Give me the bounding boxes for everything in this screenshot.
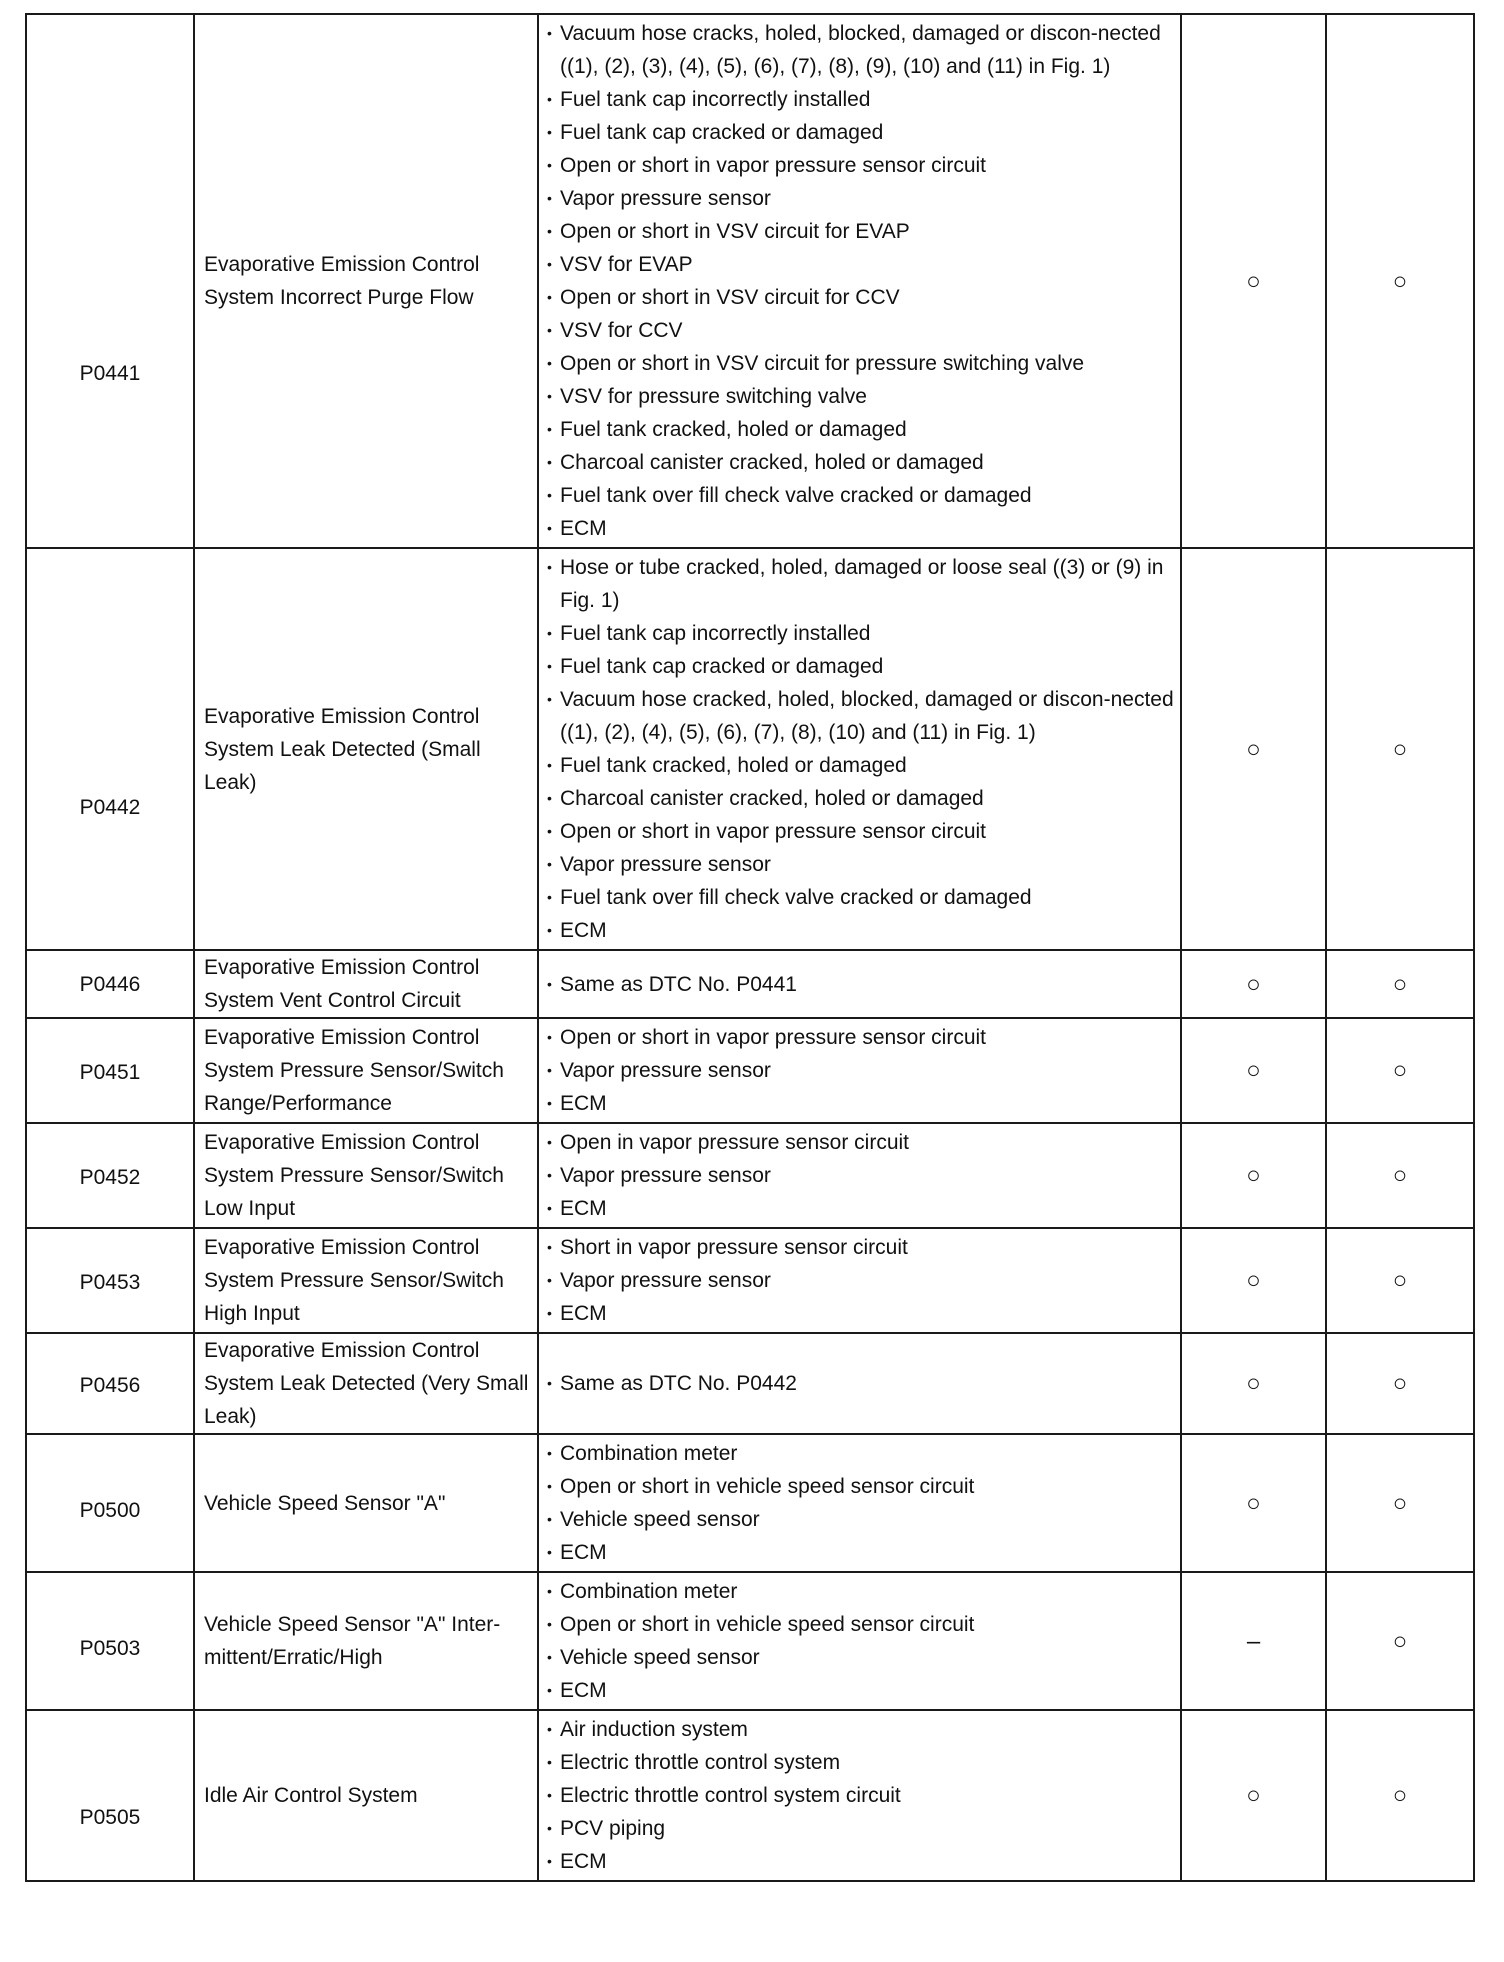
trouble-area-item xyxy=(547,446,1176,479)
trouble-area-text: Vapor pressure sensor xyxy=(560,853,771,876)
dtc-detection-item: Vehicle Speed Sensor "A" xyxy=(194,1434,538,1572)
trouble-area-item xyxy=(547,116,1176,149)
bullet-icon: • xyxy=(547,1239,552,1255)
memory-mark: ○ xyxy=(1326,1123,1474,1228)
dtc-detection-item: Evaporative Emission Control System Incorrect Purge Flow xyxy=(194,14,538,548)
trouble-area-text: Short in vapor pressure sensor circuit xyxy=(560,1236,908,1259)
mil-mark: ○ xyxy=(1181,1434,1326,1572)
table-row xyxy=(26,548,1474,950)
dtc-code-cell xyxy=(26,1710,194,1881)
dtc-code-cell xyxy=(26,548,194,950)
trouble-area-item xyxy=(547,782,1176,815)
dtc-detection-item: Evaporative Emission Control System Leak Detected (Small Leak) xyxy=(194,548,538,950)
trouble-area-item xyxy=(547,1126,1176,1159)
trouble-area-text: Same as DTC No. P0442 xyxy=(560,1372,797,1395)
trouble-area-item xyxy=(547,1812,1176,1845)
trouble-area-text: Fuel tank cracked, holed or damaged xyxy=(560,754,907,777)
memory-mark: ○ xyxy=(1326,1572,1474,1710)
trouble-area-item xyxy=(547,1231,1176,1264)
trouble-area-text: Vacuum hose cracked, holed, blocked, damaged or discon-nected ((1), (2), (4), (5), (6), (7), (8), (10) and (11) in Fig. 1) xyxy=(560,688,1174,744)
bullet-icon: • xyxy=(547,757,552,773)
memory-mark: ○ xyxy=(1326,950,1474,1018)
bullet-icon: • xyxy=(547,1544,552,1560)
bullet-icon: • xyxy=(547,1649,552,1665)
bullet-icon: • xyxy=(547,1272,552,1288)
trouble-area-text: VSV for pressure switching valve xyxy=(560,385,867,408)
dtc-code: P0500 xyxy=(79,1499,141,1522)
dtc-code: P0452 xyxy=(79,1166,141,1189)
bullet-icon: • xyxy=(547,355,552,371)
dtc-code-cell xyxy=(26,1572,194,1710)
memory-mark: ○ xyxy=(1326,1434,1474,1572)
memory-mark: ○ xyxy=(1326,1710,1474,1881)
trouble-area-item xyxy=(547,1746,1176,1779)
trouble-area-text: Fuel tank over fill check valve cracked or damaged xyxy=(560,484,1032,507)
bullet-icon: • xyxy=(547,124,552,140)
trouble-area-text: VSV for CCV xyxy=(560,319,683,342)
trouble-area-item xyxy=(547,1297,1176,1330)
bullet-icon: • xyxy=(547,25,552,41)
mil-mark: ○ xyxy=(1181,1123,1326,1228)
trouble-area-text: Open or short in vapor pressure sensor circuit xyxy=(560,1026,987,1049)
trouble-area-item xyxy=(547,1192,1176,1225)
bullet-icon: • xyxy=(547,1167,552,1183)
table-row xyxy=(26,1333,1474,1434)
mil-mark: – xyxy=(1181,1572,1326,1710)
table-row xyxy=(26,1572,1474,1710)
table-row xyxy=(26,1710,1474,1881)
dtc-detection-item: Idle Air Control System xyxy=(194,1710,538,1881)
trouble-area-item xyxy=(547,617,1176,650)
trouble-area-item xyxy=(547,968,1176,1001)
dtc-code-cell xyxy=(26,1333,194,1434)
bullet-icon: • xyxy=(547,1754,552,1770)
trouble-area-item xyxy=(547,551,1176,617)
dtc-table xyxy=(25,13,1475,1882)
trouble-area-text: ECM xyxy=(560,1679,607,1702)
trouble-area-item xyxy=(547,215,1176,248)
dtc-code: P0505 xyxy=(79,1805,141,1829)
bullet-icon: • xyxy=(547,256,552,272)
trouble-area-text: ECM xyxy=(560,1302,607,1325)
trouble-area-item xyxy=(547,1674,1176,1707)
trouble-area-item xyxy=(547,314,1176,347)
trouble-area-item xyxy=(547,650,1176,683)
trouble-area-text: ECM xyxy=(560,1850,607,1873)
trouble-area-item xyxy=(547,347,1176,380)
dtc-detection-item: Vehicle Speed Sensor "A" Inter-mittent/Erratic/High xyxy=(194,1572,538,1710)
bullet-icon: • xyxy=(547,922,552,938)
trouble-area-item xyxy=(547,1641,1176,1674)
dtc-code: P0453 xyxy=(79,1271,141,1294)
trouble-area-text: Open or short in VSV circuit for pressure switching valve xyxy=(560,352,1085,375)
trouble-area-item xyxy=(547,1575,1176,1608)
bullet-icon: • xyxy=(547,223,552,239)
mil-mark: ○ xyxy=(1181,14,1326,548)
trouble-area-text: Charcoal canister cracked, holed or damaged xyxy=(560,787,984,810)
bullet-icon: • xyxy=(547,1787,552,1803)
dtc-code-cell xyxy=(26,950,194,1018)
trouble-area-item xyxy=(547,1503,1176,1536)
trouble-area-text: Fuel tank cap cracked or damaged xyxy=(560,655,884,678)
dtc-detection-item: Evaporative Emission Control System Pressure Sensor/Switch Low Input xyxy=(194,1123,538,1228)
trouble-area-item xyxy=(547,1437,1176,1470)
dtc-code-cell xyxy=(26,14,194,548)
trouble-area-text: Vehicle speed sensor xyxy=(560,1508,760,1531)
trouble-area-item xyxy=(547,1536,1176,1569)
trouble-area-list xyxy=(538,14,1181,548)
trouble-area-text: Open in vapor pressure sensor circuit xyxy=(560,1131,909,1154)
table-row xyxy=(26,1018,1474,1123)
table-row xyxy=(26,1228,1474,1333)
bullet-icon: • xyxy=(547,487,552,503)
trouble-area-list xyxy=(538,1710,1181,1881)
table-row xyxy=(26,950,1474,1018)
bullet-icon: • xyxy=(547,1583,552,1599)
bullet-icon: • xyxy=(547,889,552,905)
trouble-area-text: Charcoal canister cracked, holed or damaged xyxy=(560,451,984,474)
bullet-icon: • xyxy=(547,625,552,641)
trouble-area-item xyxy=(547,248,1176,281)
dtc-code: P0446 xyxy=(79,972,141,996)
dtc-code-cell xyxy=(26,1018,194,1123)
trouble-area-item xyxy=(547,83,1176,116)
bullet-icon: • xyxy=(547,1375,552,1391)
trouble-area-item xyxy=(547,914,1176,947)
trouble-area-list xyxy=(538,1228,1181,1333)
trouble-area-item xyxy=(547,380,1176,413)
trouble-area-item xyxy=(547,1470,1176,1503)
dtc-code: P0456 xyxy=(79,1374,141,1397)
mil-mark: ○ xyxy=(1181,1018,1326,1123)
trouble-area-text: ECM xyxy=(560,1092,607,1115)
bullet-icon: • xyxy=(547,289,552,305)
dtc-detection-item: Evaporative Emission Control System Leak Detected (Very Small Leak) xyxy=(194,1333,538,1434)
dtc-detection-item: Evaporative Emission Control System Vent Control Circuit xyxy=(194,950,538,1018)
trouble-area-text: Hose or tube cracked, holed, damaged or loose seal ((3) or (9) in Fig. 1) xyxy=(560,556,1164,612)
trouble-area-text: Vapor pressure sensor xyxy=(560,1269,771,1292)
bullet-icon: • xyxy=(547,1029,552,1045)
trouble-area-text: Combination meter xyxy=(560,1580,738,1603)
trouble-area-text: Open or short in VSV circuit for EVAP xyxy=(560,220,910,243)
bullet-icon: • xyxy=(547,1616,552,1632)
trouble-area-item xyxy=(547,17,1176,83)
mil-mark: ○ xyxy=(1181,1710,1326,1881)
trouble-area-text: Fuel tank cap incorrectly installed xyxy=(560,88,871,111)
table-row xyxy=(26,1123,1474,1228)
trouble-area-text: Electric throttle control system circuit xyxy=(560,1784,901,1807)
trouble-area-list xyxy=(538,1572,1181,1710)
trouble-area-item xyxy=(547,1021,1176,1054)
dtc-code: P0503 xyxy=(79,1637,141,1660)
trouble-area-text: Fuel tank cracked, holed or damaged xyxy=(560,418,907,441)
trouble-area-text: PCV piping xyxy=(560,1817,666,1840)
bullet-icon: • xyxy=(547,658,552,674)
mil-mark: ○ xyxy=(1181,548,1326,950)
trouble-area-list xyxy=(538,548,1181,950)
trouble-area-item xyxy=(547,881,1176,914)
bullet-icon: • xyxy=(547,790,552,806)
trouble-area-item xyxy=(547,512,1176,545)
trouble-area-item xyxy=(547,1845,1176,1878)
trouble-area-text: Vehicle speed sensor xyxy=(560,1646,760,1669)
memory-mark: ○ xyxy=(1326,1333,1474,1434)
bullet-icon: • xyxy=(547,1062,552,1078)
trouble-area-list xyxy=(538,950,1181,1018)
bullet-icon: • xyxy=(547,388,552,404)
trouble-area-text: Vapor pressure sensor xyxy=(560,187,771,210)
trouble-area-item xyxy=(547,815,1176,848)
bullet-icon: • xyxy=(547,454,552,470)
bullet-icon: • xyxy=(547,1682,552,1698)
mil-mark: ○ xyxy=(1181,1228,1326,1333)
trouble-area-list xyxy=(538,1018,1181,1123)
trouble-area-text: ECM xyxy=(560,1541,607,1564)
trouble-area-text: Electric throttle control system xyxy=(560,1751,841,1774)
trouble-area-item xyxy=(547,149,1176,182)
dtc-code: P0442 xyxy=(79,796,141,819)
trouble-area-text: ECM xyxy=(560,919,607,942)
trouble-area-text: ECM xyxy=(560,1197,607,1220)
bullet-icon: • xyxy=(547,190,552,206)
bullet-icon: • xyxy=(547,1305,552,1321)
bullet-icon: • xyxy=(547,823,552,839)
trouble-area-item xyxy=(547,1608,1176,1641)
trouble-area-text: Open or short in vapor pressure sensor circuit xyxy=(560,820,987,843)
trouble-area-item xyxy=(547,281,1176,314)
bullet-icon: • xyxy=(547,322,552,338)
trouble-area-item xyxy=(547,1367,1176,1400)
bullet-icon: • xyxy=(547,1095,552,1111)
trouble-area-text: Fuel tank over fill check valve cracked or damaged xyxy=(560,886,1032,909)
memory-mark: ○ xyxy=(1326,548,1474,950)
trouble-area-item xyxy=(547,413,1176,446)
dtc-code-cell xyxy=(26,1434,194,1572)
memory-mark: ○ xyxy=(1326,1228,1474,1333)
bullet-icon: • xyxy=(547,559,552,575)
dtc-code: P0451 xyxy=(79,1061,141,1084)
trouble-area-item xyxy=(547,1779,1176,1812)
bullet-icon: • xyxy=(547,1853,552,1869)
bullet-icon: • xyxy=(547,975,552,992)
trouble-area-item xyxy=(547,848,1176,881)
bullet-icon: • xyxy=(547,691,552,707)
trouble-area-item xyxy=(547,1054,1176,1087)
memory-mark: ○ xyxy=(1326,14,1474,548)
trouble-area-item xyxy=(547,749,1176,782)
trouble-area-text: Combination meter xyxy=(560,1442,738,1465)
bullet-icon: • xyxy=(547,1478,552,1494)
trouble-area-text: Vacuum hose cracks, holed, blocked, damaged or discon-nected ((1), (2), (3), (4), (5), (6), (7), (8), (9), (10) and (11) in Fig. 1) xyxy=(560,22,1161,78)
trouble-area-text: Vapor pressure sensor xyxy=(560,1164,771,1187)
table-row xyxy=(26,1434,1474,1572)
bullet-icon: • xyxy=(547,157,552,173)
bullet-icon: • xyxy=(547,1134,552,1150)
trouble-area-item xyxy=(547,1159,1176,1192)
dtc-table-body xyxy=(26,14,1474,1881)
trouble-area-item xyxy=(547,1713,1176,1746)
dtc-code: P0441 xyxy=(79,362,141,385)
trouble-area-text: Fuel tank cap incorrectly installed xyxy=(560,622,871,645)
dtc-code-cell xyxy=(26,1123,194,1228)
bullet-icon: • xyxy=(547,421,552,437)
bullet-icon: • xyxy=(547,1445,552,1461)
trouble-area-list xyxy=(538,1333,1181,1434)
trouble-area-item xyxy=(547,1264,1176,1297)
trouble-area-text: Air induction system xyxy=(560,1718,748,1741)
bullet-icon: • xyxy=(547,1511,552,1527)
trouble-area-text: Fuel tank cap cracked or damaged xyxy=(560,121,884,144)
trouble-area-item xyxy=(547,182,1176,215)
bullet-icon: • xyxy=(547,1820,552,1836)
trouble-area-text: Open or short in VSV circuit for CCV xyxy=(560,286,900,309)
trouble-area-text: ECM xyxy=(560,517,607,540)
trouble-area-text: Open or short in vapor pressure sensor circuit xyxy=(560,154,987,177)
bullet-icon: • xyxy=(547,1200,552,1216)
trouble-area-list xyxy=(538,1434,1181,1572)
dtc-detection-item: Evaporative Emission Control System Pressure Sensor/Switch High Input xyxy=(194,1228,538,1333)
trouble-area-text: Open or short in vehicle speed sensor circuit xyxy=(560,1613,975,1636)
bullet-icon: • xyxy=(547,856,552,872)
dtc-code-cell xyxy=(26,1228,194,1333)
trouble-area-text: VSV for EVAP xyxy=(560,253,693,276)
table-row xyxy=(26,14,1474,548)
mil-mark: ○ xyxy=(1181,950,1326,1018)
trouble-area-text: Open or short in vehicle speed sensor circuit xyxy=(560,1475,975,1498)
bullet-icon: • xyxy=(547,91,552,107)
memory-mark: ○ xyxy=(1326,1018,1474,1123)
trouble-area-item xyxy=(547,479,1176,512)
trouble-area-text: Same as DTC No. P0441 xyxy=(560,972,797,996)
trouble-area-list xyxy=(538,1123,1181,1228)
dtc-detection-item: Evaporative Emission Control System Pressure Sensor/Switch Range/Performance xyxy=(194,1018,538,1123)
trouble-area-text: Vapor pressure sensor xyxy=(560,1059,771,1082)
bullet-icon: • xyxy=(547,1721,552,1737)
mil-mark: ○ xyxy=(1181,1333,1326,1434)
bullet-icon: • xyxy=(547,520,552,536)
trouble-area-item xyxy=(547,683,1176,749)
trouble-area-item xyxy=(547,1087,1176,1120)
